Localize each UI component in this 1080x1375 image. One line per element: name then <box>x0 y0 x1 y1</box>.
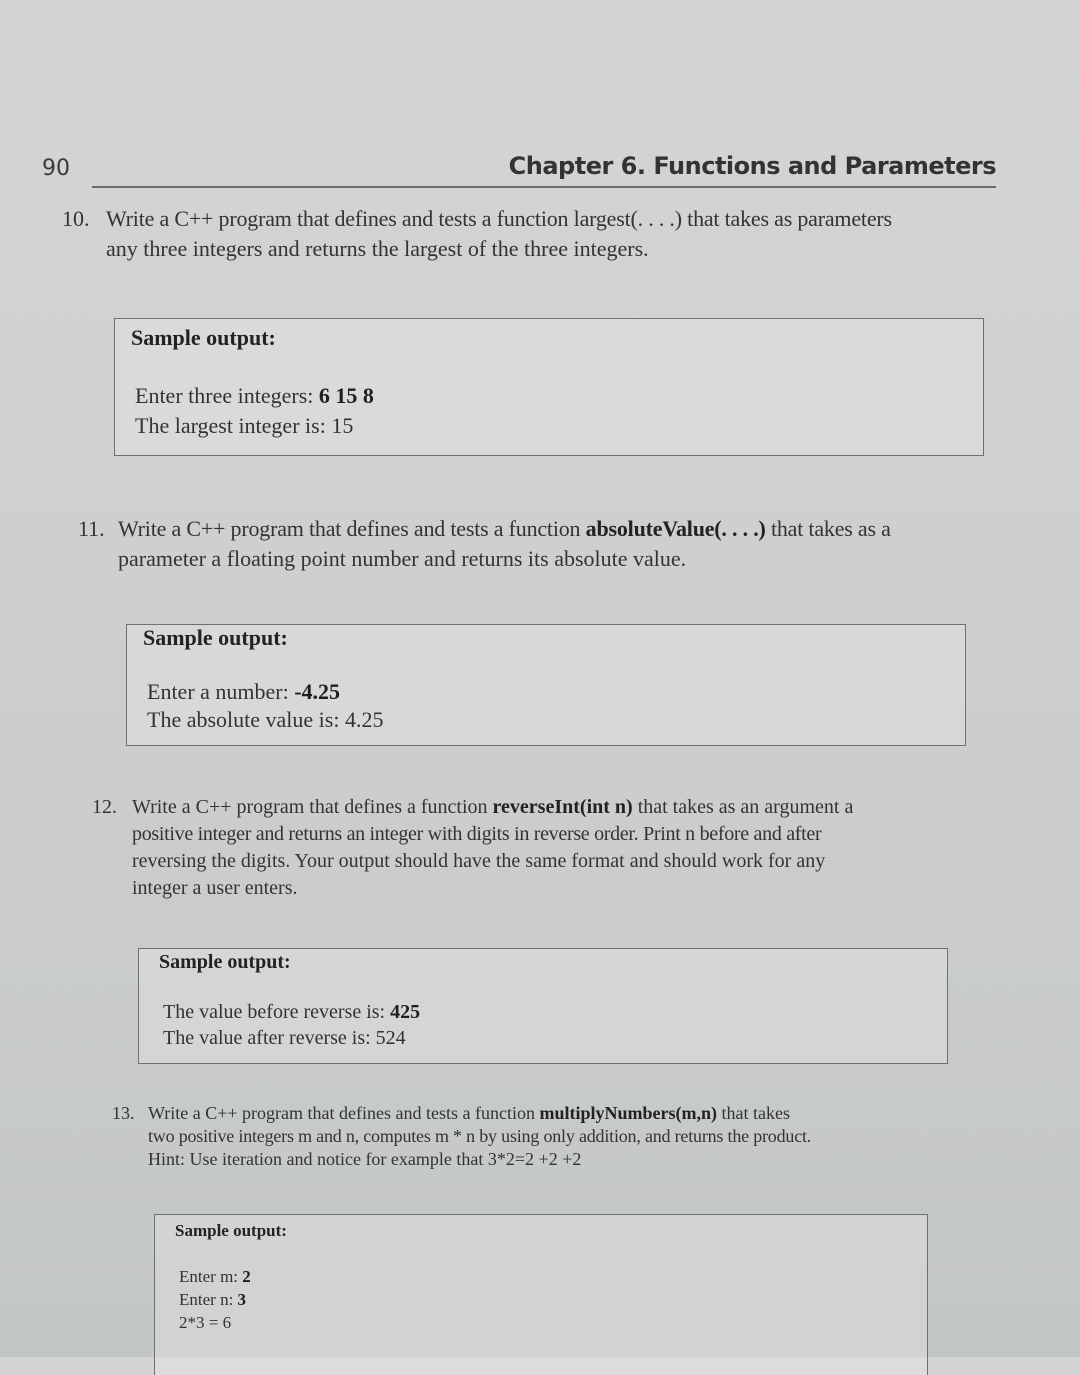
sample-output-box-11 <box>126 624 966 746</box>
function-name: absoluteValue(. . . .) <box>585 516 766 541</box>
output-prompt: The value before reverse is: <box>163 1001 391 1023</box>
problem-text-line <box>118 514 998 544</box>
sample-output-label: Sample output: <box>131 325 276 350</box>
output-line <box>179 1290 246 1310</box>
sample-output-box-13 <box>154 1214 928 1375</box>
output-prompt: 2*3 = 6 <box>179 1313 232 1332</box>
problem-number: 10. <box>62 206 90 231</box>
problem-text-line: Hint: Use iteration and notice for example that 3*2=2 +2 +2 <box>148 1149 582 1169</box>
text-run: Write a C++ program that defines and tests a function <box>148 1103 540 1123</box>
problem-text-line: two positive integers m and n, computes m * n by using only addition, and returns the product. <box>148 1126 812 1146</box>
problem-text-line <box>148 1102 968 1125</box>
sample-output-box-12 <box>138 948 948 1064</box>
problem-11 <box>78 514 998 574</box>
problem-text-line: integer a user enters. <box>132 877 298 899</box>
output-line <box>179 1267 251 1287</box>
sample-output-label: Sample output: <box>159 951 291 973</box>
output-input: 425 <box>390 1001 421 1023</box>
text-run: that takes as a <box>765 516 891 541</box>
text-run: that takes <box>716 1103 790 1123</box>
output-input: -4.25 <box>294 679 341 704</box>
output-line <box>163 1027 406 1050</box>
output-input: 3 <box>237 1290 247 1309</box>
output-prompt: The value after reverse is: 524 <box>163 1027 406 1049</box>
output-line <box>163 1001 420 1024</box>
problem-12 <box>92 794 982 902</box>
problem-text-line: reversing the digits. Your output should have the same format and should work for any <box>132 850 826 872</box>
text-run: Write a C++ program that defines and tests a function <box>118 516 586 541</box>
output-prompt: The largest integer is: 15 <box>135 413 354 438</box>
text-run: that takes as an argument a <box>632 796 854 818</box>
page-header <box>0 148 1080 192</box>
page-number: 90 <box>42 156 70 181</box>
header-rule <box>92 186 996 188</box>
chapter-title: Chapter 6. Functions and Parameters <box>508 152 996 180</box>
problem-number: 12. <box>92 796 117 818</box>
sample-output-label: Sample output: <box>175 1221 287 1240</box>
function-name: reverseInt(int n) <box>492 796 633 818</box>
output-line <box>135 383 374 409</box>
problem-number: 11. <box>78 516 105 541</box>
problem-text-line: any three integers and returns the largest of the three integers. <box>106 236 649 261</box>
output-line <box>179 1313 231 1333</box>
output-line <box>135 413 353 439</box>
sample-output-label: Sample output: <box>143 625 288 650</box>
problem-text-line: positive integer and returns an integer with digits in reverse order. Print n before and after <box>132 823 822 845</box>
text-run: Write a C++ program that defines a function <box>132 796 493 818</box>
output-prompt: Enter three integers: <box>135 383 319 408</box>
output-prompt: Enter m: <box>179 1267 243 1286</box>
problem-text-line: parameter a floating point number and returns its absolute value. <box>118 546 687 571</box>
output-line <box>147 679 340 705</box>
problem-number: 13. <box>112 1103 135 1123</box>
output-prompt: The absolute value is: 4.25 <box>147 707 384 732</box>
problem-10 <box>62 204 1006 264</box>
problem-text-line <box>132 794 982 821</box>
output-input: 6 15 8 <box>318 383 374 408</box>
output-prompt: Enter n: <box>179 1290 238 1309</box>
output-input: 2 <box>242 1267 251 1286</box>
output-prompt: Enter a number: <box>147 679 295 704</box>
function-name: multiplyNumbers(m,n) <box>539 1103 717 1123</box>
output-line <box>147 707 383 733</box>
problem-13 <box>112 1102 968 1171</box>
problem-text-line: Write a C++ program that defines and tests a function largest(. . . .) that takes as parameters <box>106 206 892 231</box>
sample-output-box-10 <box>114 318 984 456</box>
